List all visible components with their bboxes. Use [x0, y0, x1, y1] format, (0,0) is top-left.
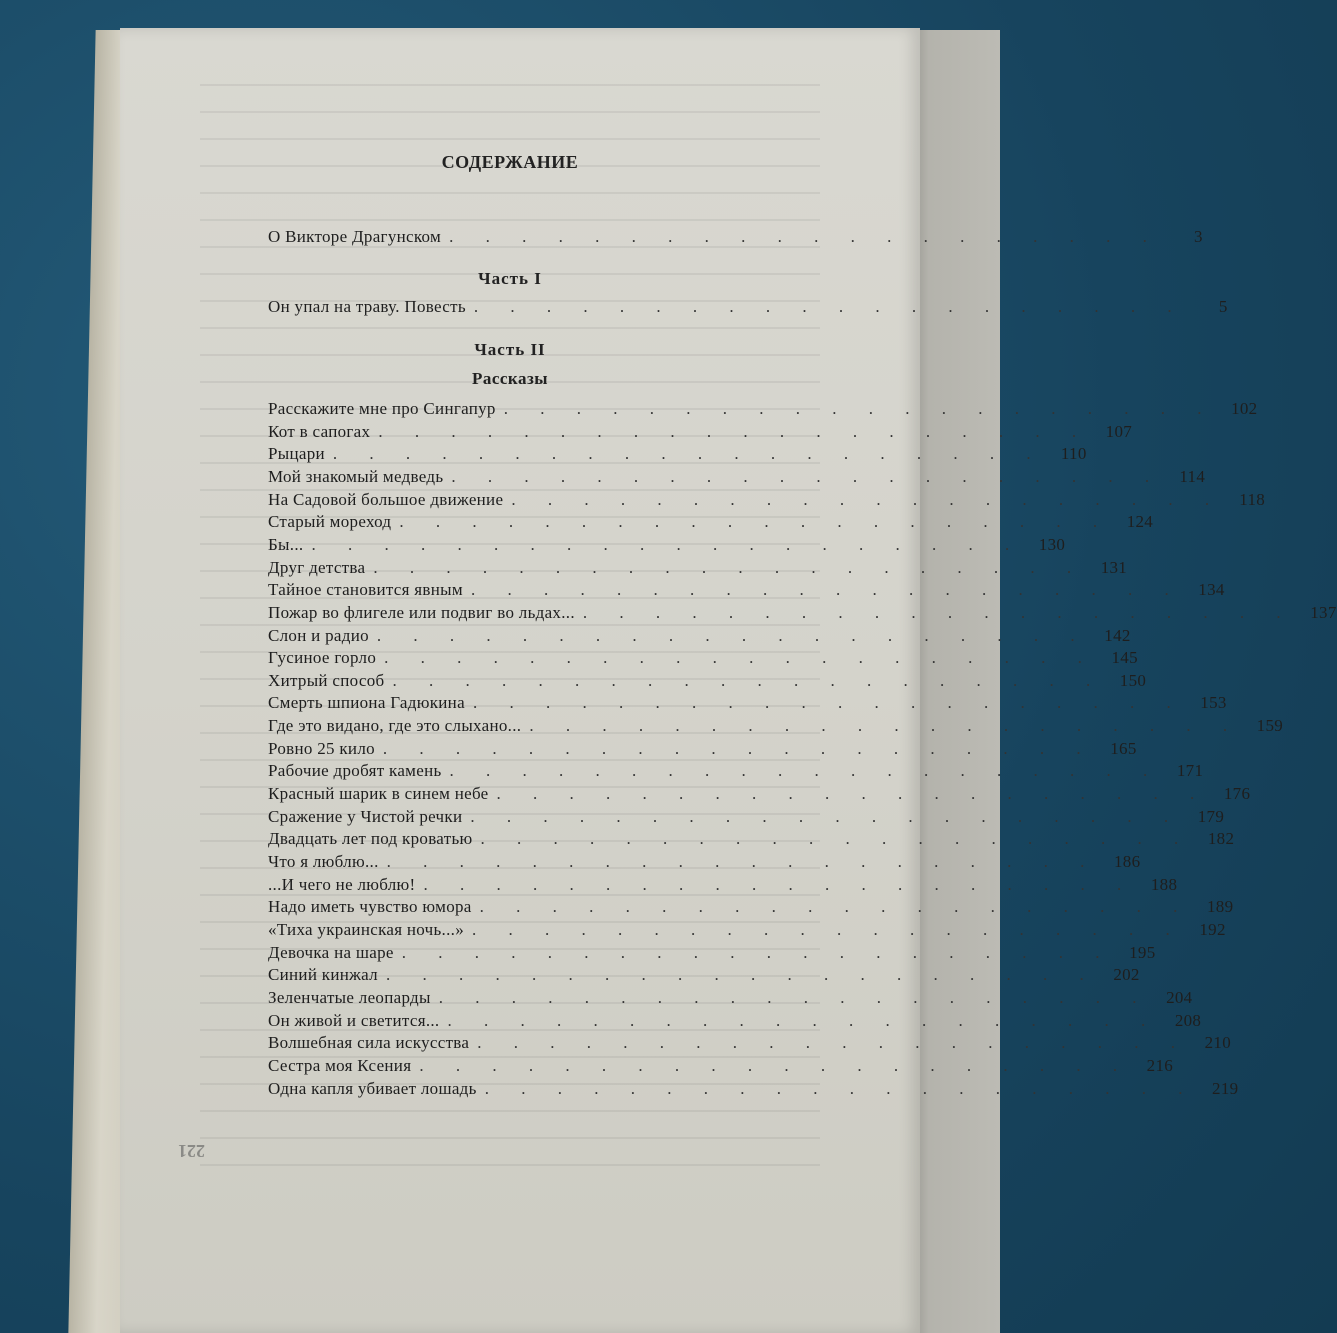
leader-dots: . . . . . . . . . . . . . . . . . . . . — [447, 1010, 1160, 1030]
toc-entry — [268, 421, 1133, 444]
toc-entry-title: Кот в сапогах — [268, 421, 371, 441]
toc-entry — [268, 444, 1087, 466]
toc-entry-page: 216 — [1146, 1055, 1174, 1075]
toc-entry-page: 110 — [1060, 444, 1087, 464]
toc-entry-title: Сражение у Чистой речки — [268, 806, 463, 826]
leader-dots: . . . . . . . . . . . . . . . . . . . . — [419, 1055, 1132, 1075]
toc-entry-title: Что я люблю... — [268, 852, 379, 871]
toc-entry — [268, 716, 1284, 738]
leader-dots: . . . . . . . . . . . . . . . . . . . . — [384, 648, 1096, 668]
toc-entry-title: Сестра моя Ксения — [268, 1055, 412, 1075]
toc-entry-page: 130 — [1038, 534, 1066, 554]
toc-entry-page: 204 — [1166, 987, 1193, 1007]
toc-entry-title: Друг детства — [268, 557, 366, 577]
toc-entry — [268, 874, 1178, 897]
toc-entry-title: Где это видано, где это слыхано... — [268, 716, 522, 736]
toc-entry — [268, 1078, 1239, 1101]
toc-entry — [268, 648, 1138, 670]
toc-entry — [268, 670, 1147, 693]
toc-entry — [268, 806, 1225, 829]
toc-entry-page: 195 — [1129, 942, 1156, 962]
toc-entry-page: 145 — [1111, 648, 1138, 668]
toc-entry-page: 186 — [1113, 852, 1141, 871]
leader-dots: . . . . . . . . . . . . . . . . . . . . — [386, 852, 1099, 871]
toc-entry — [268, 829, 1235, 851]
leader-dots: . . . . . . . . . . . . . . . . . . . . — [401, 942, 1114, 962]
toc-entry-page: 182 — [1207, 829, 1235, 849]
toc-entry — [268, 919, 1226, 942]
toc-entry — [268, 693, 1227, 715]
toc-entry-title: Зеленчатые леопарды — [268, 987, 431, 1007]
toc-entry-page: 188 — [1150, 874, 1178, 894]
leader-dots: . . . . . . . . . . . . . . . . . . . . — [311, 534, 1024, 554]
toc-entry — [268, 942, 1156, 965]
leader-dots: . . . . . . . . . . . . . . . . . . . . — [378, 421, 1091, 441]
toc-entry-title: Он живой и светится... — [268, 1010, 440, 1030]
leader-dots: . . . . . . . . . . . . . . . . . . . . — [480, 829, 1193, 849]
leader-dots: . . . . . . . . . . . . . . . . . . . . — [470, 806, 1183, 826]
leader-dots: . . . . . . . . . . . . . . . . . . . . — [385, 965, 1098, 985]
toc-entry — [268, 897, 1234, 919]
leader-dots: . . . . . . . . . . . . . . . . . . . . — [449, 227, 1161, 246]
leader-dots: . . . . . . . . . . . . . . . . . . . . — [472, 693, 1185, 713]
contents-heading: СОДЕРЖАНИЕ — [441, 152, 579, 172]
toc-entry-page: 102 — [1231, 399, 1258, 418]
toc-entry-title: Двадцать лет под кроватью — [268, 829, 473, 849]
leader-dots: . . . . . . . . . . . . . . . . . . . . — [332, 444, 1045, 464]
toc-entry-title: Пожар во флигеле или подвиг во льдах... — [268, 602, 575, 622]
toc-entry — [268, 1033, 1231, 1055]
toc-entry-title: Слон и радио — [268, 625, 369, 645]
leader-dots: . . . . . . . . . . . . . . . . . . . . — [423, 874, 1136, 894]
leader-dots: . . . . . . . . . . . . . . . . . . . . — [503, 399, 1216, 418]
toc-entry-page: 3 — [1194, 227, 1203, 246]
toc-entry — [268, 761, 1204, 783]
toc-entry-title: Бы... — [268, 534, 304, 554]
toc-entry-title: Рыцари — [268, 444, 325, 464]
toc-entry-intro — [268, 227, 1203, 249]
toc-entry-page: 192 — [1199, 919, 1226, 939]
toc-entry-page: 142 — [1104, 625, 1131, 645]
toc-entry-page: 134 — [1198, 580, 1225, 600]
leader-dots: . . . . . . . . . . . . . . . . . . . . — [399, 512, 1112, 532]
leader-dots: . . . . . . . . . . . . . . . . . . . . — [582, 602, 1295, 622]
toc-entry-page: 202 — [1113, 965, 1140, 985]
toc-entry-title: Мой знакомый медведь — [268, 466, 444, 486]
toc-entry — [268, 557, 1128, 580]
toc-entry-title: Волшебная сила искусства — [268, 1033, 470, 1053]
leader-dots: . . . . . . . . . . . . . . . . . . . . — [484, 1078, 1197, 1098]
part-2-heading: Часть II — [474, 340, 546, 359]
leader-dots: . . . . . . . . . . . . . . . . . . . . — [472, 919, 1184, 939]
toc-entry-title: Надо иметь чувство юмора — [268, 897, 472, 917]
toc-entry-title: Гусиное горло — [268, 648, 377, 668]
toc-entry — [268, 399, 1258, 421]
toc-entry — [268, 602, 1337, 625]
toc-entry-page: 124 — [1126, 512, 1154, 532]
toc-entry-page: 159 — [1256, 716, 1284, 736]
toc-entry-page: 150 — [1119, 670, 1147, 690]
toc-entry — [268, 512, 1154, 534]
toc-entry-title: Хитрый способ — [268, 670, 385, 690]
leader-dots: . . . . . . . . . . . . . . . . . . . . — [496, 784, 1209, 804]
toc-entry-page: 131 — [1100, 557, 1128, 577]
toc-entry-title: Старый мореход — [268, 512, 392, 532]
toc-entry-page: 107 — [1105, 421, 1133, 441]
toc-entry-page: 5 — [1218, 297, 1228, 316]
toc-entry-title: «Тиха украинская ночь...» — [268, 919, 465, 939]
toc-entry — [268, 852, 1141, 874]
toc-entry-page: 114 — [1179, 466, 1206, 486]
toc-entry — [268, 625, 1131, 648]
toc-entry-title: Он упал на траву. Повесть — [268, 297, 466, 316]
toc-entry-page: 118 — [1239, 489, 1266, 509]
toc-entry-title: Расскажите мне про Сингапур — [268, 399, 496, 418]
leader-dots: . . . . . . . . . . . . . . . . . . . . — [376, 625, 1089, 645]
leader-dots: . . . . . . . . . . . . . . . . . . . . — [382, 738, 1095, 758]
toc-entry-page: 219 — [1212, 1078, 1239, 1098]
toc-entry-title: На Садовой большое движение — [268, 489, 504, 509]
toc-entry — [268, 987, 1193, 1010]
toc-entry — [268, 965, 1140, 987]
part-1-heading: Часть I — [478, 269, 542, 288]
toc-entry-page: 176 — [1223, 784, 1251, 804]
toc-entry-page: 189 — [1207, 897, 1234, 917]
toc-entry — [268, 466, 1206, 489]
part-2-subheading: Рассказы — [471, 369, 549, 388]
leader-dots: . . . . . . . . . . . . . . . . . . . . — [373, 557, 1086, 577]
toc-entry-page: 210 — [1204, 1033, 1231, 1053]
toc-entry-title: Ровно 25 кило — [268, 738, 375, 758]
toc-entry-page: 208 — [1174, 1010, 1202, 1030]
toc-entry-title: Одна капля убивает лошадь — [268, 1078, 477, 1098]
toc-entry-page: 153 — [1200, 693, 1227, 713]
toc-entry — [268, 738, 1137, 761]
toc-entry-title: Смерть шпиона Гадюкина — [268, 693, 465, 713]
toc-entry-title: Синий кинжал — [268, 965, 378, 985]
toc-entry — [268, 580, 1225, 602]
toc-entry — [268, 1055, 1174, 1078]
leader-dots: . . . . . . . . . . . . . . . . . . . . — [473, 297, 1186, 316]
toc-entry-title: О Викторе Драгунском — [268, 227, 442, 246]
toc-entry-title: ...И чего не люблю! — [268, 874, 416, 894]
leader-dots: . . . . . . . . . . . . . . . . . . . . — [392, 670, 1105, 690]
toc-entry-page: 179 — [1197, 806, 1225, 826]
leader-dots: . . . . . . . . . . . . . . . . . . . . — [470, 580, 1183, 600]
leader-dots: . . . . . . . . . . . . . . . . . . . . — [479, 897, 1192, 917]
toc-entry-title: Рабочие дробят камень — [268, 761, 442, 781]
toc-entry-title: Тайное становится явным — [268, 580, 463, 600]
toc-entry-page: 165 — [1110, 738, 1137, 758]
page-number: 221 — [178, 1141, 205, 1161]
leader-dots: . . . . . . . . . . . . . . . . . . . . — [529, 716, 1242, 736]
leader-dots: . . . . . . . . . . . . . . . . . . . . — [451, 466, 1164, 486]
toc-entry-page: 137 — [1310, 602, 1337, 622]
leader-dots: . . . . . . . . . . . . . . . . . . . . — [438, 987, 1151, 1007]
toc-entry — [268, 534, 1066, 557]
leader-dots: . . . . . . . . . . . . . . . . . . . . — [511, 489, 1224, 509]
toc-entry — [268, 784, 1251, 806]
toc-entry-title: Девочка на шаре — [268, 942, 394, 962]
toc-entry — [268, 489, 1266, 512]
leader-dots: . . . . . . . . . . . . . . . . . . . . — [449, 761, 1162, 781]
toc-entry-title: Красный шарик в синем небе — [268, 784, 489, 804]
leader-dots: . . . . . . . . . . . . . . . . . . . . — [477, 1033, 1189, 1053]
toc-entry-page: 171 — [1176, 761, 1204, 781]
toc-entry-part1 — [268, 297, 1228, 319]
toc-entry — [268, 1010, 1202, 1033]
